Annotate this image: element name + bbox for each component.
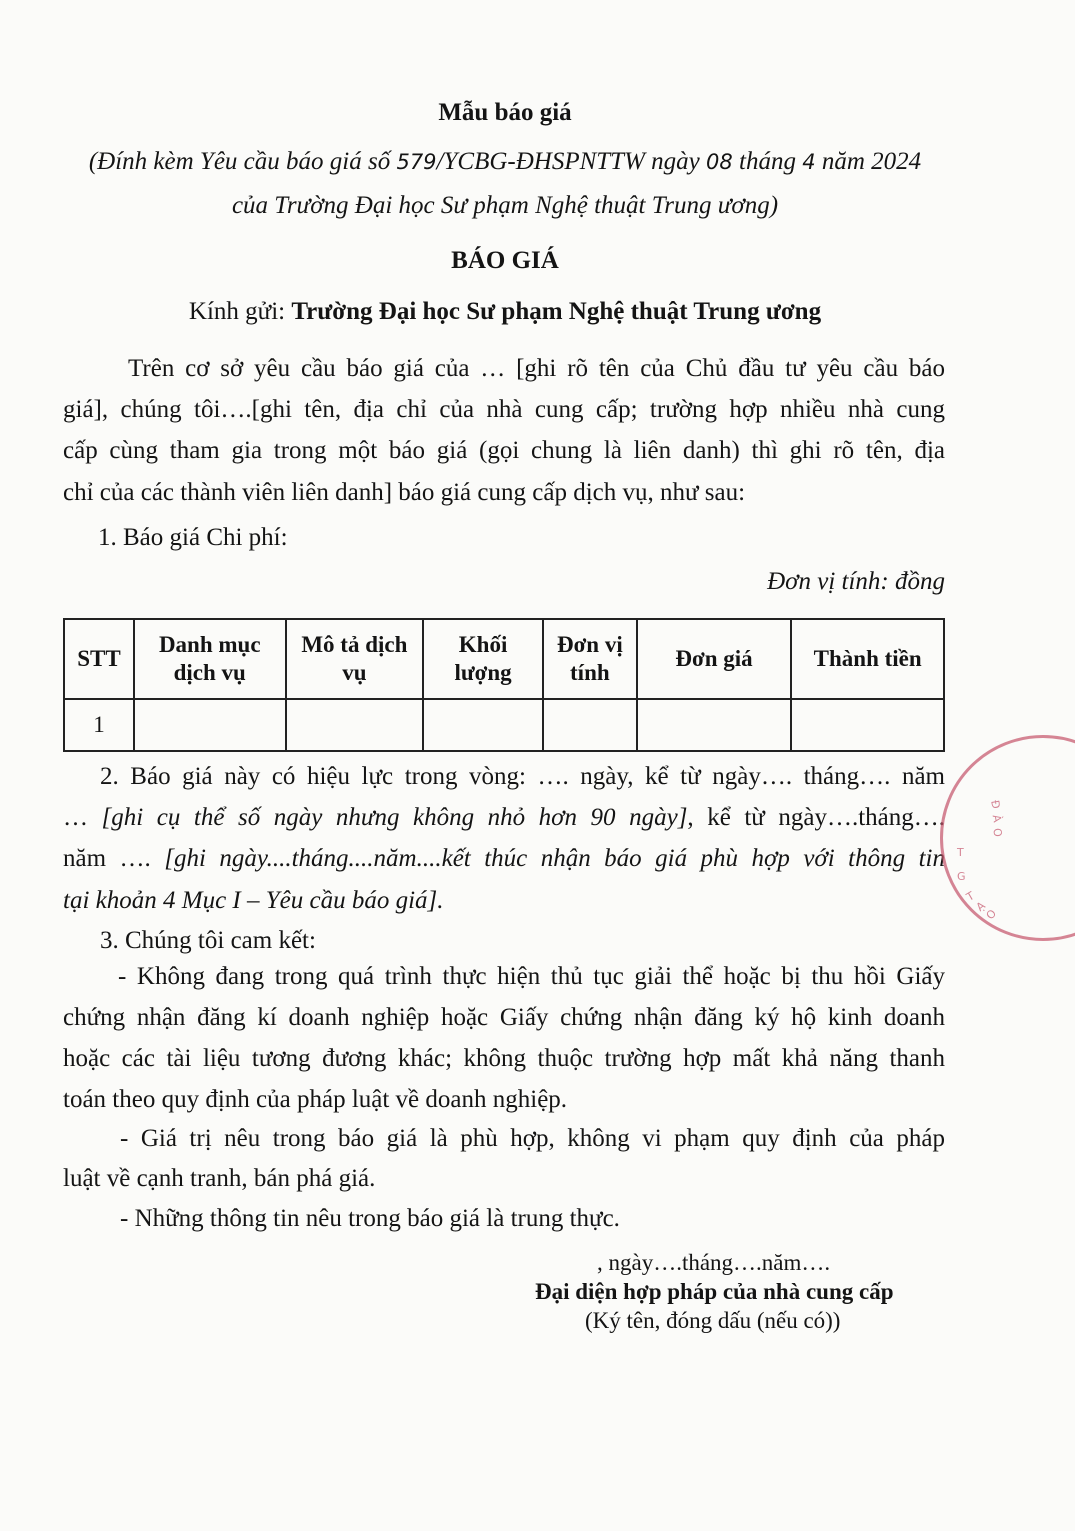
attach-prefix: (Đính kèm Yêu cầu báo giá số — [88, 148, 397, 175]
attachment-line-2: của Trường Đại học Sư phạm Nghệ thuật Trung ương) — [231, 192, 779, 219]
attach-code: /YCBG-ĐHSPNTTW ngày — [436, 148, 707, 175]
header-unit-price: Đơn giá — [637, 619, 792, 699]
cell-unit — [543, 699, 637, 751]
intro-line-3: cấp cùng tham gia trong một báo giá (gọi chung là liên danh) thì ghi rõ tên, địa — [63, 437, 945, 464]
section-2-line-1: 2. Báo giá này có hiệu lực trong vòng: …. ngày, kể từ ngày…. tháng…. năm — [100, 763, 945, 790]
header-service-category: Danh mục dịch vụ — [134, 619, 286, 699]
section-2-line-4: tại khoản 4 Mục I – Yêu cầu báo giá]. — [63, 887, 444, 914]
commitment-3: - Những thông tin nêu trong báo giá là trung thực. — [120, 1205, 620, 1232]
header-total: Thành tiền — [791, 619, 944, 699]
header-stt: STT — [64, 619, 134, 699]
commitment-1-line-4: toán theo quy định của pháp luật về doanh nghiệp. — [63, 1086, 568, 1113]
signature-title: Đại diện hợp pháp của nhà cung cấp — [535, 1279, 894, 1304]
intro-line-2: giá], chúng tôi….[ghi tên, địa chỉ của nhà cung cấp; trường hợp nhiều nhà cung — [63, 396, 945, 423]
signature-date: , ngày….tháng….năm…. — [597, 1250, 831, 1275]
recipient-value: Trường Đại học Sư phạm Nghệ thuật Trung ương — [291, 298, 822, 325]
commitment-1-line-3: hoặc các tài liệu tương đương khác; không thuộc trường hợp mất khả năng thanh — [63, 1045, 945, 1072]
attach-month: 4 — [802, 150, 816, 174]
recipient-label: Kính gửi: — [188, 298, 292, 325]
table-header-row — [64, 619, 944, 699]
recipient-line — [0, 297, 1010, 327]
header-quantity: Khối lượng — [423, 619, 543, 699]
cell-total — [791, 699, 944, 751]
section-3-heading: 3. Chúng tôi cam kết: — [100, 927, 316, 954]
header-service-description: Mô tả dịch vụ — [286, 619, 424, 699]
price-table — [63, 618, 945, 752]
section-2-line-2: … [ghi cụ thể số ngày nhưng không nhỏ hơn 90 ngày], kể từ ngày….tháng…. — [63, 804, 946, 831]
section-1-heading: 1. Báo giá Chi phí: — [98, 524, 288, 551]
intro-line-1: Trên cơ sở yêu cầu báo giá của … [ghi rõ tên của Chủ đầu tư yêu cầu báo — [128, 355, 945, 382]
header-unit: Đơn vị tính — [543, 619, 637, 699]
cell-quantity — [423, 699, 543, 751]
attach-day: 08 — [706, 150, 733, 174]
form-title: Mẫu báo giá — [438, 99, 572, 126]
signature-note: (Ký tên, đóng dấu (nếu có)) — [585, 1308, 841, 1333]
document-title: BÁO GIÁ — [451, 247, 559, 274]
cell-service-description — [286, 699, 424, 751]
commitment-1-line-2: chứng nhận đăng kí doanh nghiệp hoặc Giấy chứng nhận đăng ký hộ kinh doanh — [63, 1004, 945, 1031]
commitment-2-line-2: luật về cạnh tranh, bán phá giá. — [63, 1165, 376, 1192]
cell-unit-price — [637, 699, 792, 751]
attach-number: 579 — [396, 150, 437, 174]
cell-stt: 1 — [64, 699, 134, 751]
cell-service-category — [134, 699, 286, 751]
attach-month-label: tháng — [732, 148, 803, 175]
stamp-seal: Đ À O T G T Ạ O — [940, 735, 1075, 941]
commitment-2-line-1: - Giá trị nêu trong báo giá là phù hợp, không vi phạm quy định của pháp — [120, 1125, 945, 1152]
unit-note: Đơn vị tính: đồng — [767, 568, 945, 595]
table-row — [64, 699, 944, 751]
commitment-1-line-1: - Không đang trong quá trình thực hiện thủ tục giải thể hoặc bị thu hồi Giấy — [118, 963, 945, 990]
intro-line-4: chỉ của các thành viên liên danh] báo giá cung cấp dịch vụ, như sau: — [63, 479, 746, 506]
attachment-line-1 — [0, 147, 1010, 177]
section-2-line-3: năm …. [ghi ngày....tháng....năm....kết thúc nhận báo giá phù hợp với thông tin — [63, 845, 945, 872]
attach-year: năm 2024 — [815, 148, 922, 175]
